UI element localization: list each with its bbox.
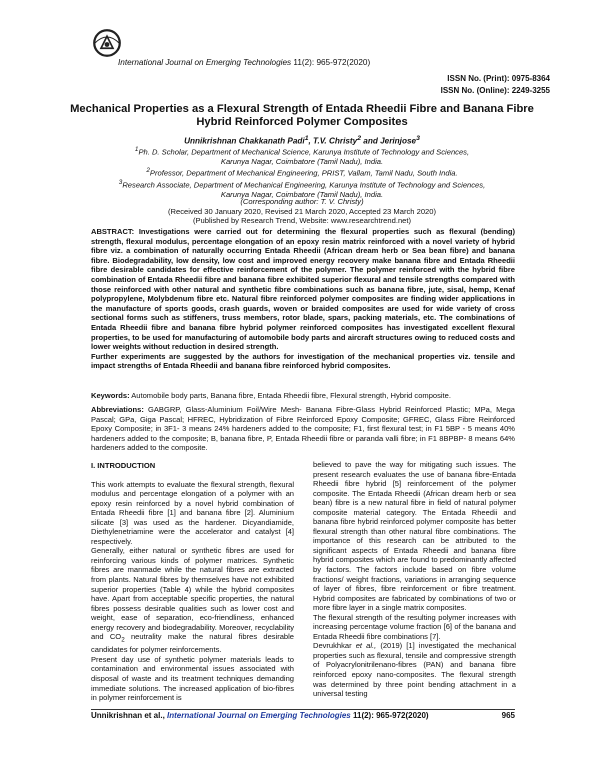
footer-authors: Unnikrishnan et al.,	[91, 711, 165, 720]
affiliation-2	[60, 166, 544, 178]
left-column	[91, 461, 294, 703]
abbreviations	[91, 405, 515, 453]
affiliation-3b: Karunya Nagar, Coimbatore (Tamil Nadu), India.	[220, 190, 384, 200]
abbreviations-label: Abbreviations:	[91, 405, 144, 414]
abstract-text-2: Further experiments are suggested by the authors for investigation of the mechanical properties viz. tensile and impact strengths of Entada Rheedii and banana fibre reinforced hybrid composites.	[91, 351, 515, 371]
intro-p2-text-b: neutrality make the natural fibres desirable candidates for polymer reinforcements.	[91, 632, 294, 655]
issn-online: ISSN No. (Online): 2249-3255	[440, 86, 550, 95]
author-1: Unnikrishnan Chakkanath Padi	[184, 136, 305, 146]
abbreviations-text: GABGRP, Glass-Aluminium Foil/Wire Mesh- Banana Fibre-Glass Hybrid Reinforced Plastic; MPa, Mega Pascal; GPa, Giga Pascal; HFREC, Hybridization of Fibre Reinforced Epoxy Composite; GFREC, Glass Fibre Reinforced Epoxy Composite; in 3F1- 3 means 24% hardeners added to the composite; F1, first flexural test; in F1 5BP - 5 means 40% hardeners added to the composite; B, banana fibre, P, Entada Rheedii fibre or paranda valli fibre; in F1 8BPBP- 8 means 64% hardeners added to the composite.	[91, 405, 515, 453]
author-3-sup: 3	[416, 135, 420, 142]
aff-1-sup: 1	[134, 146, 139, 153]
affiliations	[60, 145, 544, 200]
r3-author: Devrukhkar	[313, 641, 356, 651]
author-3: and Jerinjose	[361, 136, 417, 146]
intro-p2-sub: 2	[121, 636, 125, 644]
aff-3-sup: 3	[118, 179, 123, 187]
intro-paragraph-2	[91, 546, 294, 655]
intro-paragraph-r3	[313, 641, 516, 698]
journal-volume: 11(2): 965-972(2020)	[291, 58, 371, 67]
intro-p2-text: Generally, either natural or synthetic fibres are used for reinforcing various kinds of polymer matrices. Synthetic fibres are manmade while the natural fibres are extracted from plants. Natural fibres by themselves have not exhibited superior properties (Table 4) while the hybrid composites have. Apart from acceptable specific properties, the natural fibres possess desirable qualities such as lower cost and weight, ease of separation, eco-friendliness, enhanced energy recovery and biodegradability. Moreover, recyclability and CO	[91, 546, 294, 642]
page-footer	[91, 711, 515, 723]
author-1-sup: 1	[304, 135, 309, 142]
aff-3-text: Research Associate, Department of Mechanical Engineering, Karunya Institute of Technology and Sciences,	[122, 180, 486, 190]
abstract-label: ABSTRACT:	[91, 227, 135, 236]
r3-etal: et al.,	[355, 641, 377, 651]
affiliation-3	[60, 178, 544, 190]
publisher: (Published by Research Trend, Website: www.researchtrend.net)	[192, 216, 412, 225]
aff-2-text: Professor, Department of Mechanical Engineering, PRIST, Vallam, Tamil Nadu, South India.	[149, 168, 458, 178]
aff-2-sup: 2	[146, 167, 150, 175]
intro-paragraph-r1: believed to pave the way for mitigating such issues. The present research evaluates the use of banana fibre-Entada Rheedii fibre hybrid [5] reinforcement of the polymer composite. The Entada Rheedii (African dream herb or sea bean) fibre is a new natural fibre in field of natural polymer composite material category. The Entada Rheedii and banana fibre hybrid reinforced polymer composite has better flexural strength than other natural fibre combinations. The importance of this research can be attributed to the significant aspects of Entada Rheedii and banana fibre hybrid composites which are found to predominantly affected by factors. The factors include based on fibre volume fractions/ weight fractions, variations in arranging sequence of layer of fibres, fibre reinforcement or fibre treatment. Hybrid composites are fabricated by combinations of two or more fibre layer in a single matrix composites.	[313, 460, 516, 613]
intro-paragraph-1: This work attempts to evaluate the flexural strength, flexural modulus and percentage elongation of a polymer with an epoxy resin reinforced by a novel hybrid combination of Entada Rheedii fibre [1] and banana fibre [2]. Aluminium silicate [3] was used as the hardener. Dicyandiamide, Diethylenetriamine were the accelerator and catalyst [4] respectively.	[91, 479, 294, 546]
footer-journal: International Journal on Emerging Technologies	[167, 711, 351, 720]
aff-1-text: Ph. D. Scholar, Department of Mechanical Science, Karunya Institute of Technology and Sciences,	[138, 147, 470, 157]
page-number: 965	[501, 711, 515, 720]
correspondence: (Corresponding author: T. V. Christy)	[240, 197, 364, 206]
affiliation-1	[60, 145, 544, 157]
section-heading: I. INTRODUCTION	[91, 461, 156, 470]
intro-paragraph-r2: The flexural strength of the resulting polymer increases with increasing percentage volume fraction [6] of the banana and Entada Rheedii fibre combinations [7].	[313, 612, 516, 641]
right-column	[313, 460, 516, 699]
footer-volume: 11(2): 965-972(2020)	[350, 711, 429, 720]
keywords	[91, 391, 515, 401]
r3-text: (2019) [1] investigated the mechanical properties such as flexural, tensile and compressive strength of Polyacrylonitrilenano-fibres (PAN) and banana fibre reinforced epoxy nano-composites. The flexural strength was determined by three point bending attachment in a universal testing	[313, 641, 516, 699]
keywords-text: Automobile body parts, Banana fibre, Entada Rheedii fibre, Flexural strength, Hybrid composite.	[129, 391, 451, 400]
abstract-text: Investigations were carried out for determining the flexural properties such as flexural (bending) strength, flexural modulus, percentage elongation of an epoxy resin matrix reinforced with a novel variety of hybrid fibre viz. a combination of naturally occurring Entada Rheedii (African dream herb or Sea bean fibre) and banana fibre. Biodegradability, low density, low cost and improved energy recovery make banana fibre and Entada Rheedii fibre desirable candidates for effective reinforcement of the polymer. The polymer reinforced with the hybrid fibre combination of Entada Rheedii fibre and banana fibre exhibited superior flexural and tensile strengths compared with those reinforced with other natural and synthetic fibre combinations such as banana fibre, jute, sisal, hemp, Kenaf polypropylene, Molybdenum fibre etc. Natural fibre reinforced polymer composites are finding wider applications in the manufacture of sports goods, crash guards, woven or braided composites are used for wide variety of cross sectional forms such as stiffeners, truss members, rotor blade, spars, packing materials, etc. The combinations of Entada Rheedii fibre and banana fibre hybrid polymer reinforced composites has investigated excellent flexural properties, to be used for manufacturing of automobile body parts and aircraft structures owing to reduced costs and lower weights without reduction in desired strength.	[91, 227, 515, 352]
author-2: , T.V. Christy	[308, 136, 358, 146]
author-2-sup: 2	[357, 135, 361, 142]
issn-print: ISSN No. (Print): 0975-8364	[447, 74, 550, 83]
dates: (Received 30 January 2020, Revised 21 March 2020, Accepted 23 March 2020)	[167, 207, 437, 216]
intro-paragraph-3: Present day use of synthetic polymer materials leads to contamination and environmental issues associated with disposal of waste and its treatment techniques demanding immediate solutions. The increased application of bio-fibres in polymer reinforcement is	[91, 654, 294, 703]
journal-header	[118, 58, 370, 67]
journal-name: International Journal on Emerging Technologies	[118, 58, 292, 67]
keywords-label: Keywords:	[91, 391, 130, 400]
affiliation-1b: Karunya Nagar, Coimbatore (Tamil Nadu), India.	[220, 156, 384, 166]
footer-rule	[91, 709, 515, 710]
paper-title: Mechanical Properties as a Flexural Strength of Entada Rheedii Fibre and Banana Fibre Hybrid Reinforced Polymer Composites	[70, 103, 534, 128]
abstract	[91, 227, 515, 371]
journal-logo-icon	[92, 28, 122, 58]
